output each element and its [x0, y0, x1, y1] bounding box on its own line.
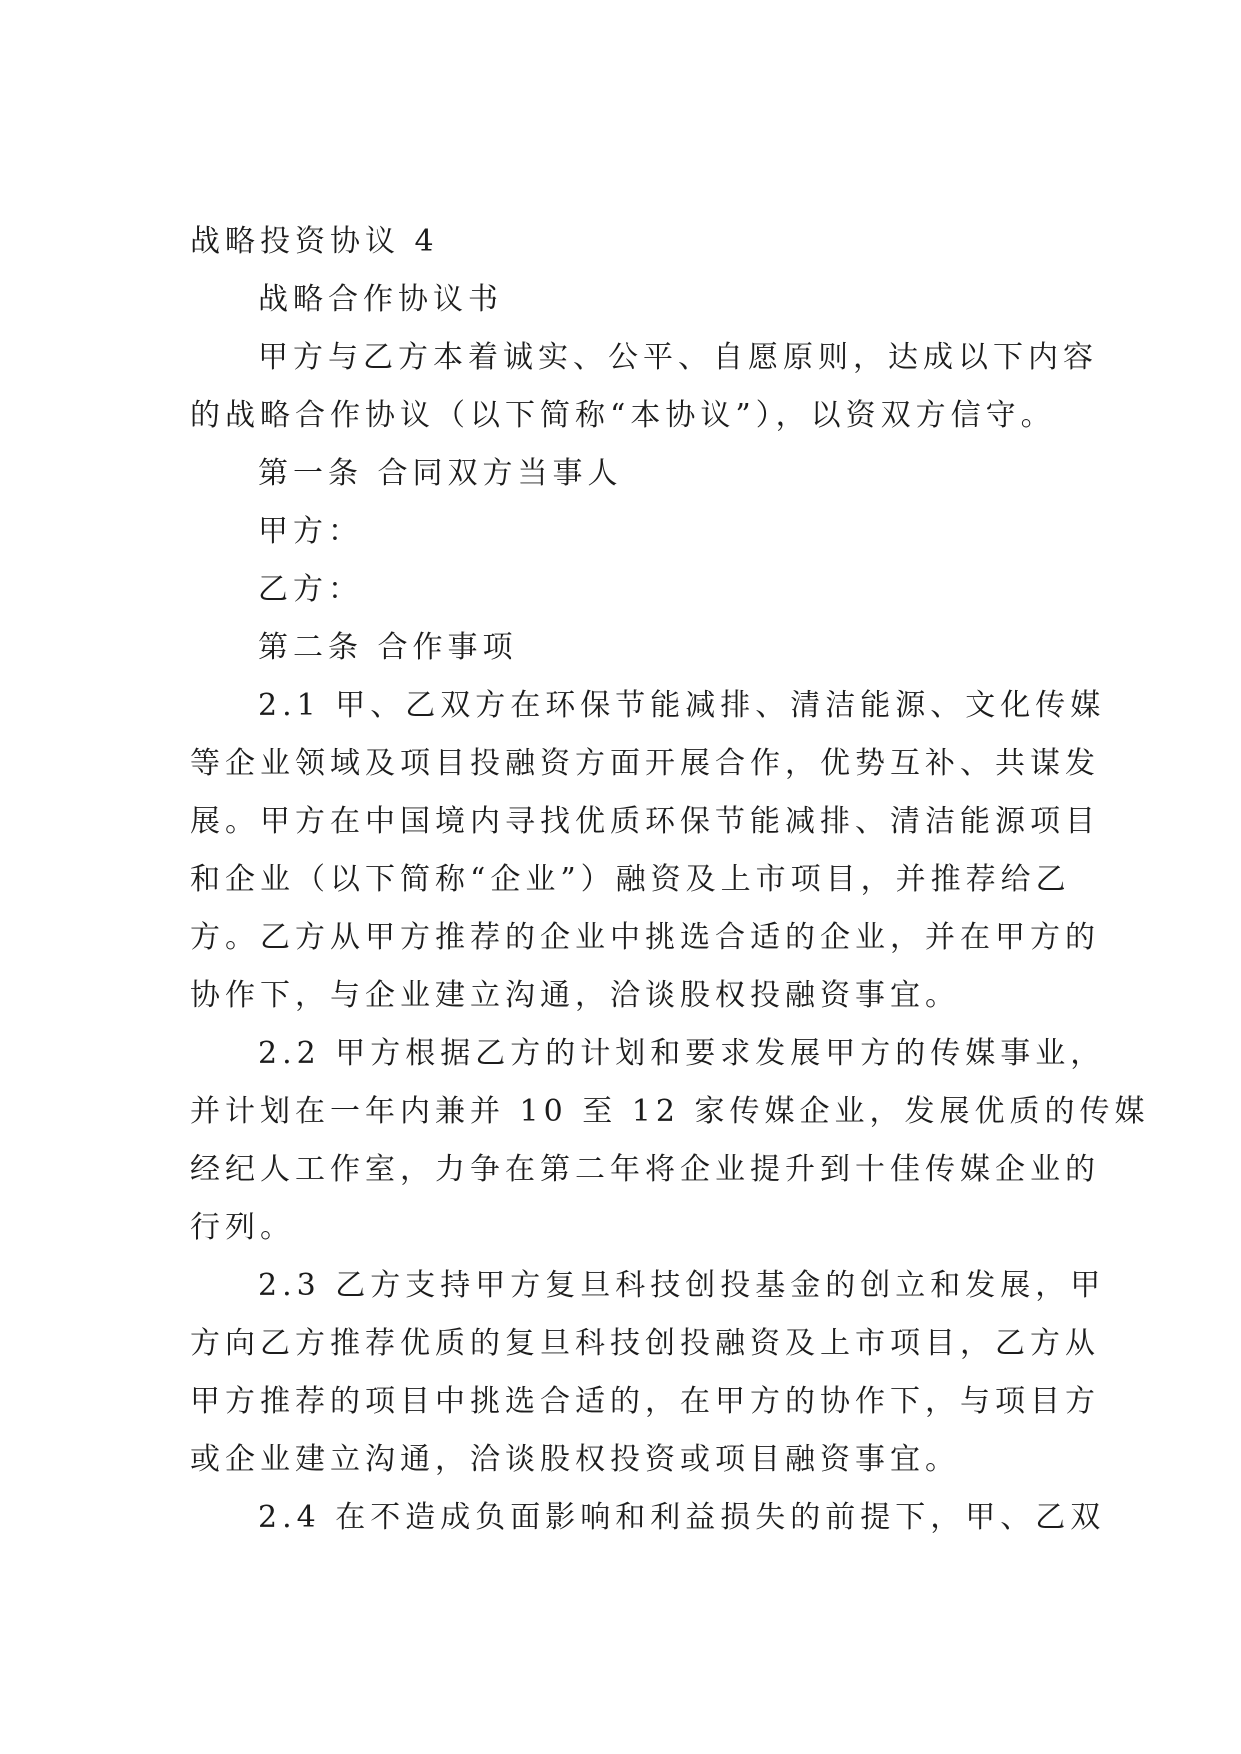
party-b-label: 乙方：	[258, 572, 363, 607]
clause-2-1-line-4: 和企业（以下简称“企业”）融资及上市项目，并推荐给乙	[190, 862, 1071, 897]
clause-2-1-line-2: 等企业领域及项目投融资方面开展合作，优势互补、共谋发	[190, 746, 1100, 781]
article-2-heading: 第二条 合作事项	[258, 630, 518, 665]
clause-2-3-line-3: 甲方推荐的项目中挑选合适的，在甲方的协作下，与项目方	[190, 1384, 1100, 1419]
clause-2-4-line-1: 2.4 在不造成负面影响和利益损失的前提下，甲、乙双	[258, 1500, 1106, 1535]
clause-2-2-line-3: 经纪人工作室，力争在第二年将企业提升到十佳传媒企业的	[190, 1152, 1100, 1187]
clause-2-2-line-2: 并计划在一年内兼并 10 至 12 家传媒企业，发展优质的传媒	[190, 1094, 1150, 1129]
clause-2-1-line-1: 2.1 甲、乙双方在环保节能减排、清洁能源、文化传媒	[258, 688, 1106, 723]
clause-2-3-line-4: 或企业建立沟通，洽谈股权投资或项目融资事宜。	[190, 1442, 960, 1477]
clause-2-3-line-2: 方向乙方推荐优质的复旦科技创投融资及上市项目，乙方从	[190, 1326, 1100, 1361]
clause-2-1-line-6: 协作下，与企业建立沟通，洽谈股权投融资事宜。	[190, 978, 960, 1013]
document-body	[190, 213, 1150, 1547]
document-title: 战略投资协议 4	[190, 224, 439, 259]
clause-2-2-line-1: 2.2 甲方根据乙方的计划和要求发展甲方的传媒事业，	[258, 1036, 1106, 1071]
article-1-heading: 第一条 合同双方当事人	[258, 456, 623, 491]
clause-2-1-line-5: 方。乙方从甲方推荐的企业中挑选合适的企业，并在甲方的	[190, 920, 1100, 955]
agreement-heading: 战略合作协议书	[258, 282, 503, 317]
clause-2-2-line-4: 行列。	[190, 1210, 295, 1245]
clause-2-1-line-3: 展。甲方在中国境内寻找优质环保节能减排、清洁能源项目	[190, 804, 1100, 839]
party-a-label: 甲方：	[258, 514, 363, 549]
clause-2-3-line-1: 2.3 乙方支持甲方复旦科技创投基金的创立和发展，甲	[258, 1268, 1106, 1303]
preamble-line-2: 的战略合作协议（以下简称“本协议”），以资双方信守。	[190, 398, 1056, 433]
preamble-line-1: 甲方与乙方本着诚实、公平、自愿原则，达成以下内容	[258, 340, 1098, 375]
